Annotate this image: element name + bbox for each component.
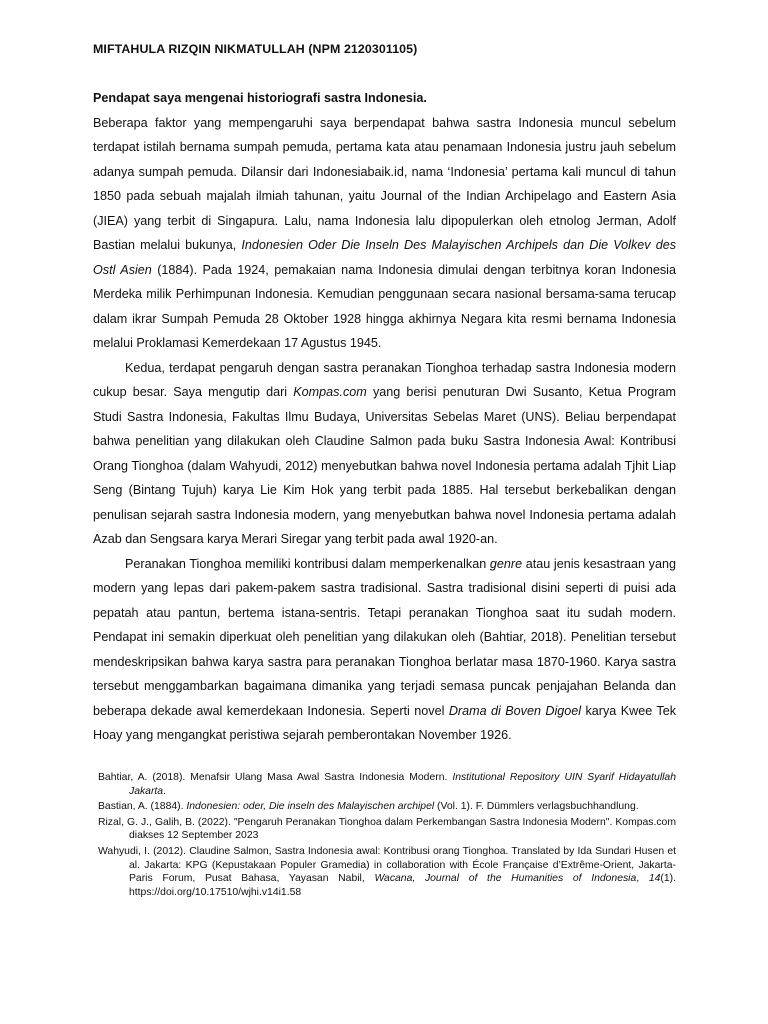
- reference-entry: [98, 816, 676, 843]
- paragraph-2-text-b: yang berisi penuturan Dwi Susanto, Ketua Program Studi Sastra Indonesia, Fakultas Ilmu Budaya, Universitas Sebelas Maret (UNS). Beliau berpendapat bahwa penelitian yang dilakukan oleh Claudine Salmon pada buku Sastra Indonesia Awal: Kontribusi Orang Tionghoa (dalam Wahyudi, 2012) menyebutkan bahwa novel Indonesia pertama adalah Tjhit Liap Seng (Bintang Tujuh) karya Lie Kim Hok yang terbit pada 1885. Hal tersebut berkebalikan dengan penulisan sejarah sastra Indonesia modern, yang menyebutkan bahwa novel Indonesia pertama adalah Azab dan Sengsara karya Merari Siregar yang terbit pada awal 1920-an.: [93, 385, 676, 546]
- reference-text: Bahtiar, A. (2018). Menafsir Ulang Masa Awal Sastra Indonesia Modern.: [98, 772, 453, 783]
- reference-text: Wahyudi, I. (2012). Claudine Salmon, Sastra Indonesia awal: Kontribusi orang Tionghoa. Translated by Ida Sundari Husen et al. Jakarta: KPG (Kepustakaan Populer Gramedia) in collaboration with École Française d’Extrême-Orient, Jakarta-Paris Forum, Pusat Bahasa, Yayasan Nabil,: [98, 845, 676, 885]
- reference-italic: Institutional Repository UIN Syarif Hidayatullah Jakarta: [129, 772, 676, 797]
- source-name: Kompas.com: [293, 385, 367, 399]
- reference-text: (1). https://doi.org/10.17510/wjhi.v14i1.58: [129, 873, 676, 898]
- genre-term: genre: [489, 556, 523, 571]
- reference-text: ,: [636, 873, 649, 885]
- reference-italic: 14: [648, 873, 661, 885]
- reference-italic: Wacana, Journal of the Humanities of Indonesia: [374, 873, 637, 885]
- reference-entry: [98, 771, 676, 798]
- reference-text: (Vol. 1). F. Dümmlers verlagsbuchhandlung.: [434, 801, 639, 813]
- paragraph-2-text-a: Kedua, terdapat pengaruh dengan sastra peranakan Tionghoa terhadap sastra Indonesia modern cukup besar. Saya mengutip dari: [93, 360, 676, 399]
- essay-body: [93, 86, 676, 748]
- paragraph-1-text-b: (1884). Pada 1924, pemakaian nama Indonesia dimulai dengan terbitnya koran Indonesia Merdeka milik Perhimpunan Indonesia. Kemudian penggunaan secara nasional bersama-sama terucap dalam ikrar Sumpah Pemuda 28 Oktober 1928 hingga akhirnya Negara kita resmi bernama Indonesia melalui Proklamasi Kemerdekaan 17 Agustus 1945.: [93, 262, 676, 350]
- reference-text: Bastian, A. (1884).: [98, 801, 187, 813]
- reference-text: .: [163, 785, 166, 797]
- reference-entry: [98, 845, 676, 899]
- paragraph-1-text-a: Beberapa faktor yang mempengaruhi saya berpendapat bahwa sastra Indonesia muncul sebelum terdapat istilah bernama sumpah pemuda, pertama kata atau penamaan Indonesia justru jauh sebelum adanya sumpah pemuda. Dilansir dari Indonesiabaik.id, nama ‘Indonesia’ pertama kali muncul di tahun 1850 pada sebuah majalah ilmiah tahunan, yaitu Journal of the Indian Archipelago and Eastern Asia (JIEA) yang terbit di Singapura. Lalu, nama Indonesia lalu dipopulerkan oleh etnolog Jerman, Adolf Bastian melalui bukunya,: [93, 115, 676, 252]
- paragraph-1: [93, 111, 676, 356]
- paragraph-3-text-c: karya Kwee Tek Hoay yang mengangkat peristiwa sejarah pemberontakan November 1926.: [93, 703, 677, 742]
- paragraph-2: [93, 356, 676, 552]
- reference-list: [98, 771, 676, 901]
- book-title: Indonesien Oder Die Inseln Des Malayischen Archipels dan Die Volkev des Ostl Asien: [93, 238, 676, 277]
- reference-entry: [98, 800, 676, 814]
- essay-heading: Pendapat saya mengenai historiografi sastra Indonesia.: [93, 91, 427, 105]
- novel-title: Drama di Boven Digoel: [448, 703, 582, 718]
- author-line: MIFTAHULA RIZQIN NIKMATULLAH (NPM 2120301105): [93, 42, 418, 56]
- reference-italic: Indonesien: oder, Die inseln des Malayischen archipel: [186, 801, 435, 813]
- paragraph-3-text-a: Peranakan Tionghoa memiliki kontribusi dalam memperkenalkan: [125, 556, 490, 571]
- paragraph-3-text-b: atau jenis kesastraan yang modern yang lepas dari pakem-pakem sastra tradisional. Sastra tradisional disini seperti di puisi ada pepatah atau pantun, bertema istana-sentris. Tetapi peranakan Tionghoa saat itu sudah modern. Pendapat ini semakin diperkuat oleh penelitian yang dilakukan oleh (Bahtiar, 2018). Penelitian tersebut mendeskripsikan bahwa karya sastra para peranakan Tionghoa berlatar masa 1870-1960. Karya sastra tersebut menggambarkan bagaimana dimanika yang terjadi semasa puncak penjajahan Belanda dan beberapa dekade awal kemerdekaan Indonesia. Seperti novel: [93, 556, 676, 718]
- reference-text: Rizal, G. J., Galih, B. (2022). "Pengaruh Peranakan Tionghoa dalam Perkembangan Sastra Indonesia Modern". Kompas.com diakses 12 September 2023: [98, 816, 676, 842]
- paragraph-3: [93, 552, 676, 748]
